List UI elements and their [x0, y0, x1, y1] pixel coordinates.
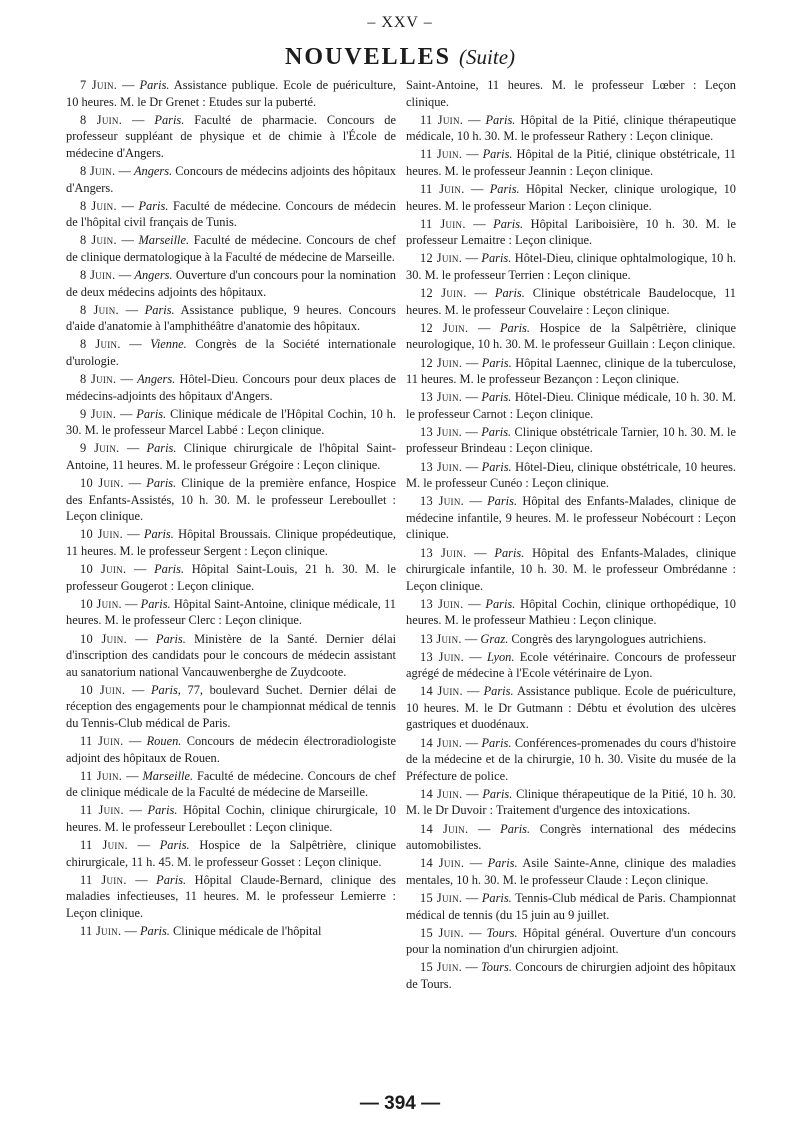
- entry-text: Hôpital de la Pitié, clinique obstétricale, 11 heures. M. le professeur Jeannin : Leçon clinique.: [406, 147, 736, 178]
- entry-date: 11 Juin.: [80, 768, 123, 783]
- entry-date: 13 Juin.: [420, 424, 463, 439]
- entry-place: Paris.: [500, 821, 531, 836]
- entry-place: Paris.: [487, 494, 518, 509]
- news-entry: 11 Juin. — Marseille. Faculté de médecine. Concours de chef de clinique médicale de la Faculté de médecine de Marseille.: [66, 768, 396, 800]
- entry-date: 11 Juin.: [420, 216, 466, 231]
- entry-date: 13 Juin.: [420, 649, 464, 664]
- news-entry: 11 Juin. — Paris. Clinique médicale de l'hôpital: [80, 924, 322, 939]
- entry-text: Ouverture d'un concours pour la nomination de deux médecins adjoints des hôpitaux.: [66, 268, 396, 299]
- news-entry: 11 Juin. — Paris. Hôpital Cochin, clinique chirurgicale, 10 heures. M. le professeur Lereboullet : Leçon clinique.: [66, 803, 396, 835]
- entry-place: Paris.: [494, 286, 525, 301]
- news-entry: 8 Juin. — Vienne. Congrès de la Société internationale d'urologie.: [66, 337, 396, 368]
- entry-text: Hospice de la Salpêtrière, clinique chirurgicale, 11 h. 45. M. le professeur Gosset : Leçon clinique.: [66, 838, 396, 869]
- news-entry: 13 Juin. — Paris. Hôtel-Dieu. Clinique médicale, 10 h. 30. M. le professeur Carnot : Leçon clinique.: [406, 390, 737, 421]
- entry-text: Asile Sainte-Anne, clinique des maladies mentales, 10 h. 30. M. le professeur Claude : Leçon clinique.: [406, 856, 737, 887]
- entry-place: Paris.: [482, 786, 513, 801]
- entry-date: 12 Juin.: [420, 251, 463, 266]
- entry-text: Assistance publique, 9 heures. Concours d'aide d'anatomie à l'amphithéâtre d'anatomie des hôpitaux.: [66, 302, 397, 334]
- entry-place: Tours.: [486, 925, 518, 940]
- entry-date: 14 Juin.: [420, 821, 469, 836]
- entry-place: Paris.: [481, 424, 512, 439]
- entry-date: 10 Juin.: [80, 562, 127, 577]
- entry-place: Paris.: [136, 406, 167, 421]
- entry-date: 8 Juin.: [80, 233, 117, 248]
- roman-page-number: – XXV –: [367, 14, 433, 31]
- entry-date: 15 Juin.: [420, 925, 464, 940]
- entry-text: Ecole vétérinaire. Concours de professeur agrégé de médecine à l'Ecole vétérinaire de Lyon.: [406, 649, 736, 681]
- section-title-suffix: (Suite): [459, 45, 516, 69]
- entry-place: Paris.: [485, 112, 516, 127]
- entry-date: 9 Juin.: [80, 406, 117, 421]
- news-entry: 14 Juin. — Paris. Clinique thérapeutique de la Pitié, 10 h. 30. M. le Dr Duvoir : Traitement d'urgence des intoxications.: [406, 786, 737, 818]
- entry-date: 14 Juin.: [420, 786, 463, 801]
- entry-place: Paris.: [155, 631, 186, 646]
- entry-date: 10 Juin.: [80, 682, 126, 697]
- news-entry: 14 Juin. — Paris. Assistance publique. Ecole de puériculture, 10 heures. M. le Dr Gutmann : Débtu et évolution des ulcères gastriques et duodénaux.: [406, 684, 736, 732]
- entry-place: Angers.: [133, 163, 173, 178]
- news-entry: 9 Juin. — Paris. Clinique chirurgicale de l'hôpital Saint-Antoine, 11 heures. M. le professeur Grégoire : Leçon clinique.: [66, 441, 396, 473]
- news-entry: [406, 77, 736, 110]
- entry-place: Angers.: [134, 268, 173, 283]
- entry-place: Paris.: [485, 596, 516, 611]
- entry-place: Paris.: [139, 924, 170, 939]
- entry-text: Faculté de pharmacie. Concours de professeur suppléant de physique et de chimie à l'École de médecine d'Angers.: [66, 112, 396, 160]
- entry-date: 13 Juin.: [420, 545, 467, 560]
- news-entry: 10 Juin. — Paris. Hôpital Broussais. Clinique propédeutique, 11 heures. M. le professeur Sergent : Leçon clinique.: [66, 527, 397, 559]
- entry-place: Paris.: [147, 803, 178, 818]
- entry-place: Paris.: [481, 735, 512, 750]
- entry-text: Concours de chirurgien adjoint des hôpitaux de Tours.: [406, 960, 736, 991]
- entry-text: Congrès de la Société internationale d'urologie.: [66, 337, 396, 368]
- entry-text: Hôpital Saint-Louis, 21 h. 30. M. le professeur Gougerot : Leçon clinique.: [66, 562, 396, 593]
- news-entry: 9 Juin. — Paris. Clinique médicale de l'Hôpital Cochin, 10 h. 30. M. le professeur Marcel Labbé : Leçon clinique.: [66, 406, 396, 438]
- entry-date: 10 Juin.: [80, 527, 123, 542]
- entry-text: Hôtel-Dieu. Clinique médicale, 10 h. 30. M. le professeur Carnot : Leçon clinique.: [406, 390, 737, 421]
- entry-place: Paris.: [146, 441, 177, 456]
- entry-date: 14 Juin.: [420, 735, 463, 750]
- entry-date: 8 Juin.: [80, 372, 117, 387]
- entry-text: Clinique médicale de l'hôpital: [173, 924, 322, 939]
- entry-date: 11 Juin.: [80, 838, 128, 853]
- entry-place: Tours.: [481, 960, 512, 975]
- entry-place: Paris.: [144, 302, 175, 317]
- news-entry: 8 Juin. — Paris. Faculté de pharmacie. Concours de professeur suppléant de physique et de chimie à l'École de médecine d'Angers.: [66, 112, 396, 160]
- entry-place: Paris.: [143, 527, 174, 542]
- entry-text: Hôpital Laennec, clinique de la tuberculose, 11 heures. M. le professeur Bezançon : Leçon clinique.: [406, 355, 736, 387]
- entry-place: Paris.: [489, 182, 520, 197]
- entry-text: Hôpital Claude-Bernard, clinique des maladies infectieuses, 11 heures. M. le professeur Lemierre : Leçon clinique.: [66, 872, 396, 920]
- news-entry: 11 Juin. — Paris. Hôpital Lariboisière, 10 h. 30. M. le professeur Lemaitre : Leçon clinique.: [406, 216, 736, 248]
- entry-text: Hôtel-Dieu, clinique obstétricale, 10 heures. M. le professeur Cunéo : Leçon clinique.: [406, 459, 737, 491]
- entry-place: Paris.: [154, 112, 185, 127]
- entry-place: Graz.: [480, 631, 509, 646]
- left-column: [66, 77, 396, 941]
- news-entry: 13 Juin. — Paris. Hôpital des Enfants-Malades, clinique chirurgicale infantile, 10 h. 30. M. le professeur Ombrédanne : Leçon clinique.: [406, 545, 736, 593]
- entry-text: Clinique de la première enfance, Hospice des Enfants-Assistés, 10 h. 30. M. le professeur Lereboullet : Leçon clinique.: [66, 476, 397, 524]
- entry-date: 13 Juin.: [420, 390, 463, 405]
- news-entry: 13 Juin. — Paris. Hôpital des Enfants-Malades, clinique de médecine infantile, 9 heures. M. le professeur Nobécourt : Leçon clinique.: [406, 494, 737, 542]
- entry-date: 10 Juin.: [80, 596, 122, 611]
- entry-text: Ministère de la Santé. Dernier délai d'inscription des candidats pour le concours de médecin assistant au sanatorium national Vancauwenberghe de Zuydcoote.: [66, 631, 397, 679]
- news-entry: 8 Juin. — Angers. Hôtel-Dieu. Concours pour deux places de médecins-adjoints des hôpitaux d'Angers.: [66, 372, 396, 403]
- entry-place: Vienne.: [150, 337, 187, 352]
- right-column: [406, 77, 736, 994]
- entry-date: 8 Juin.: [80, 163, 116, 178]
- news-entry: 12 Juin. — Paris. Hôtel-Dieu, clinique ophtalmologique, 10 h. 30. M. le professeur Terrien : Leçon clinique.: [406, 251, 736, 283]
- news-entry: 10 Juin. — Paris. Hôpital Saint-Antoine, clinique médicale, 11 heures. M. le professeur Clerc : Leçon clinique.: [66, 596, 396, 628]
- entry-text: Hôpital général. Ouverture d'un concours pour la nomination d'un chirurgien adjoint.: [406, 925, 736, 957]
- entry-text: Hôtel-Dieu. Concours pour deux places de médecins-adjoints des hôpitaux d'Angers.: [66, 372, 396, 403]
- entry-date: 8 Juin.: [80, 198, 117, 213]
- entry-date: 13 Juin.: [420, 494, 465, 509]
- entry-date: 7 Juin.: [80, 78, 118, 92]
- news-entry: 10 Juin. — Paris. Ministère de la Santé. Dernier délai d'inscription des candidats pour le concours de médecin assistant au sanatorium national Vancauwenberghe de Zuydcoote.: [66, 631, 397, 679]
- entry-text: Hôtel-Dieu, clinique ophtalmologique, 10 h. 30. M. le professeur Terrien : Leçon clinique.: [406, 251, 736, 283]
- news-entry: 8 Juin. — Paris. Assistance publique, 9 heures. Concours d'aide d'anatomie à l'amphithéâtre d'anatomie des hôpitaux.: [66, 302, 397, 334]
- news-entry: 13 Juin. — Paris. Hôpital Cochin, clinique orthopédique, 10 heures. M. le professeur Mathieu : Leçon clinique.: [406, 596, 736, 628]
- news-entry: 15 Juin. — Tours. Concours de chirurgien adjoint des hôpitaux de Tours.: [406, 960, 736, 991]
- entry-date: 11 Juin.: [80, 872, 127, 887]
- entry-text: Clinique chirurgicale de l'hôpital Saint-Antoine, 11 heures. M. le professeur Grégoire : Leçon clinique.: [66, 441, 396, 473]
- news-entry: 8 Juin. — Angers. Concours de médecins adjoints des hôpitaux d'Angers.: [66, 163, 396, 195]
- entry-date: 12 Juin.: [420, 320, 469, 335]
- news-entry: 8 Juin. — Marseille. Faculté de médecine. Concours de chef de clinique dermatologique à la Faculté de médecine de Marseille.: [66, 233, 396, 264]
- entry-text: Clinique obstétricale Baudelocque, 11 heures. M. le professeur Couvelaire : Leçon clinique.: [406, 286, 736, 317]
- entry-date: 8 Juin.: [80, 302, 119, 317]
- entry-place: Paris.: [146, 476, 177, 491]
- entry-text: Hôpital Cochin, clinique chirurgicale, 10 heures. M. le professeur Lereboullet : Leçon clinique.: [66, 803, 396, 835]
- entry-date: 13 Juin.: [420, 631, 462, 646]
- news-entry: 11 Juin. — Paris. Hospice de la Salpêtrière, clinique chirurgicale, 11 h. 45. M. le professeur Gosset : Leçon clinique.: [66, 838, 396, 869]
- entry-text: Concours de médecin électroradiologiste adjoint des hôpitaux de Rouen.: [66, 734, 397, 765]
- entry-date: 15 Juin.: [420, 960, 463, 975]
- entry-text: Assistance publique. Ecole de puériculture, 10 heures. M. le Dr Gutmann : Débtu et évolution des ulcères gastriques et duodénaux.: [406, 684, 736, 732]
- news-entry: 11 Juin. — Rouen. Concours de médecin électroradiologiste adjoint des hôpitaux de Rouen.: [66, 734, 397, 765]
- entry-date: 12 Juin.: [420, 286, 467, 301]
- news-entry: 15 Juin. — Tours. Hôpital général. Ouverture d'un concours pour la nomination d'un chirurgien adjoint.: [406, 925, 736, 957]
- entry-date: 13 Juin.: [420, 596, 464, 611]
- news-entry: 13 Juin. — Graz. Congrès des laryngologues autrichiens.: [420, 631, 707, 646]
- entry-text: Congrès des laryngologues autrichiens.: [511, 631, 707, 646]
- section-title: NOUVELLES: [284, 44, 452, 70]
- entry-text: Hôpital Necker, clinique urologique, 10 heures. M. le professeur Marion : Leçon clinique.: [406, 182, 736, 213]
- entry-place: Paris.: [481, 890, 512, 905]
- entry-text: Hôpital Cochin, clinique orthopédique, 10 heures. M. le professeur Mathieu : Leçon clinique.: [406, 596, 736, 628]
- page-number: — 394 —: [359, 1093, 441, 1114]
- entry-date: 12 Juin.: [420, 355, 463, 370]
- entry-text: Conférences-promenades du cours d'histoire de la médecine et de la chirurgie, 10 h. 30. Visite du musée de la Préfecture de police.: [406, 735, 737, 783]
- entry-date: 10 Juin.: [80, 476, 124, 491]
- entry-place: Angers.: [137, 372, 176, 387]
- entry-place: Paris,: [150, 682, 181, 697]
- entry-date: 13 Juin.: [420, 459, 463, 474]
- entry-text: Concours de médecins adjoints des hôpitaux d'Angers.: [66, 163, 396, 195]
- entry-date: 15 Juin.: [420, 890, 463, 905]
- entry-text: Tennis-Club médical de Paris. Championnat médical de tennis (du 15 juin au 9 juillet.: [406, 890, 737, 922]
- entry-date: 14 Juin.: [420, 684, 463, 699]
- news-entry: 12 Juin. — Paris. Clinique obstétricale Baudelocque, 11 heures. M. le professeur Couvelaire : Leçon clinique.: [406, 286, 736, 317]
- entry-date: 10 Juin.: [80, 631, 127, 646]
- entry-date: 8 Juin.: [80, 268, 116, 283]
- entry-place: Paris.: [159, 838, 190, 853]
- section-heading: [0, 44, 800, 71]
- news-entry: 7 Juin. — Paris. Assistance publique. Ecole de puériculture, 10 heures. M. le Dr Grenet : Etudes sur la puberté.: [66, 78, 396, 109]
- entry-place: Paris.: [483, 684, 514, 699]
- entry-place: Paris.: [494, 545, 525, 560]
- entry-date: 11 Juin.: [80, 803, 124, 818]
- entry-place: Paris.: [481, 390, 512, 405]
- entry-place: Paris.: [499, 320, 530, 335]
- entry-place: Paris.: [482, 147, 513, 162]
- entry-place: Paris.: [481, 459, 512, 474]
- news-entry: 14 Juin. — Paris. Asile Sainte-Anne, clinique des maladies mentales, 10 h. 30. M. le professeur Claude : Leçon clinique.: [406, 856, 737, 887]
- news-entry: 13 Juin. — Lyon. Ecole vétérinaire. Concours de professeur agrégé de médecine à l'Ecole vétérinaire de Lyon.: [406, 649, 736, 681]
- news-entry: 8 Juin. — Paris. Faculté de médecine. Concours de médecin de l'hôpital civil français de Tunis.: [66, 198, 396, 230]
- entry-place: Rouen.: [146, 734, 182, 749]
- news-entry: 15 Juin. — Paris. Tennis-Club médical de Paris. Championnat médical de tennis (du 15 juin au 9 juillet.: [406, 890, 737, 922]
- entry-text: Hôpital des Enfants-Malades, clinique de médecine infantile, 9 heures. M. le professeur Nobécourt : Leçon clinique.: [406, 494, 737, 542]
- entry-text: Faculté de médecine. Concours de chef de clinique médicale de la Faculté de médecine de Marseille.: [66, 768, 396, 800]
- entry-date: 11 Juin.: [80, 734, 124, 749]
- entry-text: Hôpital Lariboisière, 10 h. 30. M. le professeur Lemaitre : Leçon clinique.: [406, 216, 736, 248]
- entry-date: 8 Juin.: [80, 112, 123, 127]
- entry-date: 11 Juin.: [80, 924, 122, 939]
- entry-text: Hôpital Broussais. Clinique propédeutique, 11 heures. M. le professeur Sergent : Leçon clinique.: [66, 527, 397, 559]
- entry-text: Hôpital de la Pitié, clinique thérapeutique médicale, 10 h. 30. M. le professeur Rathery : Leçon clinique.: [406, 112, 736, 144]
- entry-place: Paris.: [140, 596, 171, 611]
- entry-text: Faculté de médecine. Concours de chef de clinique dermatologique à la Faculté de médecine de Marseille.: [66, 233, 396, 264]
- entry-place: Paris.: [154, 562, 185, 577]
- entry-place: Paris.: [138, 198, 169, 213]
- entry-text: Clinique obstétricale Tarnier, 10 h. 30. M. le professeur Brindeau : Leçon clinique.: [406, 424, 736, 456]
- entry-date: 11 Juin.: [420, 147, 463, 162]
- entry-date: 8 Juin.: [80, 337, 121, 352]
- entry-text: 77, boulevard Suchet. Dernier délai de réception des engagements pour le championnat médical de tennis du Tennis-Club médical de Paris.: [66, 682, 396, 730]
- entry-text: Saint-Antoine, 11 heures. M. le professeur Lœber : Leçon clinique.: [406, 78, 736, 109]
- entry-date: 11 Juin.: [420, 112, 464, 127]
- news-entry: 10 Juin. — Paris. Hôpital Saint-Louis, 21 h. 30. M. le professeur Gougerot : Leçon clinique.: [66, 562, 396, 593]
- news-entry: 11 Juin. — Paris. Hôpital de la Pitié, clinique thérapeutique médicale, 10 h. 30. M. le professeur Rathery : Leçon clinique.: [406, 112, 736, 144]
- news-entry: 11 Juin. — Paris. Hôpital Claude-Bernard, clinique des maladies infectieuses, 11 heures. M. le professeur Lemierre : Leçon clinique.: [66, 872, 396, 920]
- entry-place: Paris.: [156, 872, 187, 887]
- news-entry: 11 Juin. — Paris. Hôpital de la Pitié, clinique obstétricale, 11 heures. M. le professeur Jeannin : Leçon clinique.: [406, 147, 736, 178]
- news-entry: 10 Juin. — Paris. Clinique de la première enfance, Hospice des Enfants-Assistés, 10 h. 30. M. le professeur Lereboullet : Leçon clinique.: [66, 476, 397, 524]
- entry-text: Faculté de médecine. Concours de médecin de l'hôpital civil français de Tunis.: [66, 198, 396, 230]
- entry-date: 9 Juin.: [80, 441, 120, 456]
- news-entry: 8 Juin. — Angers. Ouverture d'un concours pour la nomination de deux médecins adjoints des hôpitaux.: [66, 268, 396, 299]
- entry-date: 14 Juin.: [420, 856, 465, 871]
- news-entry: 10 Juin. — Paris, 77, boulevard Suchet. Dernier délai de réception des engagements pour le championnat médical de tennis du Tennis-Club médical de Paris.: [66, 682, 396, 730]
- news-entry: 14 Juin. — Paris. Congrès international des médecins automobilistes.: [406, 821, 736, 853]
- entry-place: Paris.: [139, 78, 170, 92]
- entry-text: Congrès international des médecins automobilistes.: [406, 821, 736, 853]
- news-entry: 12 Juin. — Paris. Hôpital Laennec, clinique de la tuberculose, 11 heures. M. le professeur Bezançon : Leçon clinique.: [406, 355, 736, 387]
- entry-place: Marseille.: [138, 233, 190, 248]
- entry-text: Clinique thérapeutique de la Pitié, 10 h. 30. M. le Dr Duvoir : Traitement d'urgence des intoxications.: [406, 786, 737, 818]
- entry-place: Lyon.: [486, 649, 515, 664]
- entry-text: Hôpital des Enfants-Malades, clinique chirurgicale infantile, 10 h. 30. M. le professeur Ombrédanne : Leçon clinique.: [406, 545, 736, 593]
- news-entry: 14 Juin. — Paris. Conférences-promenades du cours d'histoire de la médecine et de la chirurgie, 10 h. 30. Visite du musée de la Préfecture de police.: [406, 735, 737, 783]
- entry-text: Hospice de la Salpêtrière, clinique neurologique, 10 h. 30. M. le professeur Guillain : Leçon clinique.: [406, 320, 736, 352]
- entry-date: 11 Juin.: [420, 182, 465, 197]
- news-entry: 11 Juin. — Paris. Hôpital Necker, clinique urologique, 10 heures. M. le professeur Marion : Leçon clinique.: [406, 182, 736, 213]
- entry-place: Marseille.: [142, 768, 194, 783]
- entry-text: Hôpital Saint-Antoine, clinique médicale, 11 heures. M. le professeur Clerc : Leçon clinique.: [66, 596, 396, 628]
- news-entry: 12 Juin. — Paris. Hospice de la Salpêtrière, clinique neurologique, 10 h. 30. M. le professeur Guillain : Leçon clinique.: [406, 320, 736, 352]
- entry-place: Paris.: [487, 856, 518, 871]
- entry-place: Paris.: [481, 355, 512, 370]
- news-entry: 13 Juin. — Paris. Clinique obstétricale Tarnier, 10 h. 30. M. le professeur Brindeau : Leçon clinique.: [406, 424, 736, 456]
- entry-place: Paris.: [481, 251, 512, 266]
- entry-place: Paris.: [493, 216, 524, 231]
- entry-text: Clinique médicale de l'Hôpital Cochin, 10 h. 30. M. le professeur Marcel Labbé : Leçon clinique.: [66, 406, 396, 438]
- news-entry: 13 Juin. — Paris. Hôtel-Dieu, clinique obstétricale, 10 heures. M. le professeur Cunéo : Leçon clinique.: [406, 459, 737, 491]
- entry-text: Assistance publique. Ecole de puériculture, 10 heures. M. le Dr Grenet : Etudes sur la puberté.: [66, 78, 396, 109]
